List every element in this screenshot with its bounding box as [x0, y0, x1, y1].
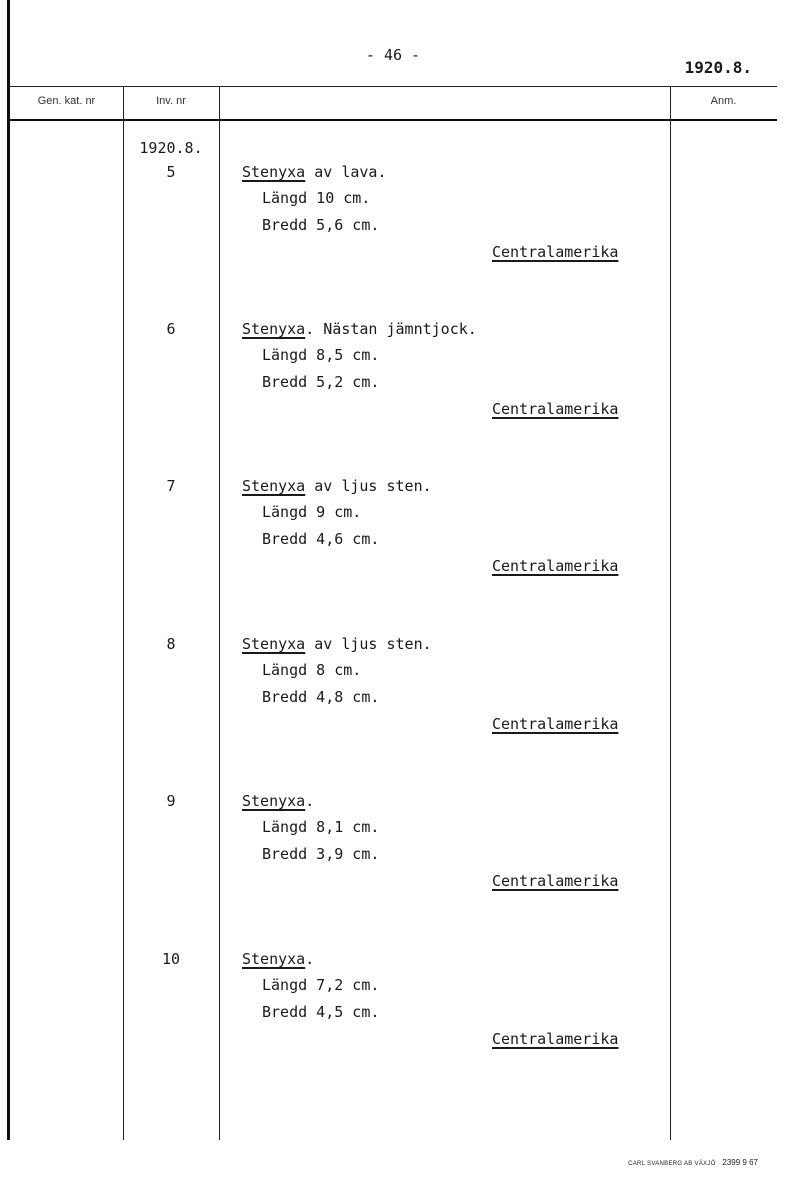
table-top-rule [10, 86, 777, 87]
column-header-gen-kat: Gen. kat. nr [37, 95, 96, 107]
table-header-rule [10, 119, 777, 121]
object-note: av lava. [305, 163, 387, 181]
printer-footer [628, 1158, 758, 1167]
length-measure: Längd 9 cm. [262, 503, 362, 521]
origin-label: Centralamerika [492, 715, 619, 733]
origin-label: Centralamerika [492, 557, 619, 575]
object-line [242, 950, 314, 968]
inv-number: 8 [166, 635, 176, 653]
catalog-entry [0, 163, 786, 263]
width-measure: Bredd 5,2 cm. [262, 373, 380, 391]
catalog-entry [0, 477, 786, 577]
width-measure: Bredd 4,5 cm. [262, 1003, 380, 1021]
object-line [242, 477, 432, 495]
object-note: av ljus sten. [305, 477, 432, 495]
length-measure: Längd 8,5 cm. [262, 346, 380, 364]
width-measure: Bredd 4,6 cm. [262, 530, 380, 548]
width-measure: Bredd 5,6 cm. [262, 216, 380, 234]
length-measure: Längd 8,1 cm. [262, 818, 380, 836]
length-measure: Längd 10 cm. [262, 189, 371, 207]
object-name: Stenyxa [242, 163, 306, 181]
inv-number: 6 [166, 320, 176, 338]
object-line [242, 163, 387, 181]
catalog-entry [0, 792, 786, 892]
inv-number: 7 [166, 477, 176, 495]
form-code: 2399 9 67 [722, 1158, 758, 1167]
column-header-inv: Inv. nr [156, 95, 186, 107]
length-measure: Längd 7,2 cm. [262, 976, 380, 994]
inv-number: 10 [161, 950, 181, 968]
object-name: Stenyxa [242, 950, 306, 968]
printer-name: CARL SVANBERG AB VÄXJÖ [628, 1161, 716, 1167]
catalog-entry [0, 635, 786, 735]
object-name: Stenyxa [242, 792, 306, 810]
width-measure: Bredd 3,9 cm. [262, 845, 380, 863]
origin-label: Centralamerika [492, 243, 619, 261]
object-line [242, 635, 432, 653]
inv-number: 9 [166, 792, 176, 810]
origin-label: Centralamerika [492, 1030, 619, 1048]
origin-label: Centralamerika [492, 400, 619, 418]
origin-label: Centralamerika [492, 872, 619, 890]
object-note: . [305, 792, 315, 810]
width-measure: Bredd 4,8 cm. [262, 688, 380, 706]
column-header-anm: Anm. [710, 95, 737, 107]
page-number: - 46 - [365, 46, 421, 64]
accession-year-header: 1920.8. [684, 58, 752, 77]
object-note: . [305, 950, 315, 968]
catalog-entry [0, 950, 786, 1050]
catalog-entry [0, 320, 786, 420]
object-line [242, 320, 477, 338]
length-measure: Längd 8 cm. [262, 661, 362, 679]
object-note: av ljus sten. [305, 635, 432, 653]
object-name: Stenyxa [242, 320, 306, 338]
object-note: . Nästan jämntjock. [305, 320, 477, 338]
inv-year: 1920.8. [139, 139, 203, 157]
object-name: Stenyxa [242, 635, 306, 653]
object-name: Stenyxa [242, 477, 306, 495]
inv-number: 5 [166, 163, 176, 181]
object-line [242, 792, 314, 810]
